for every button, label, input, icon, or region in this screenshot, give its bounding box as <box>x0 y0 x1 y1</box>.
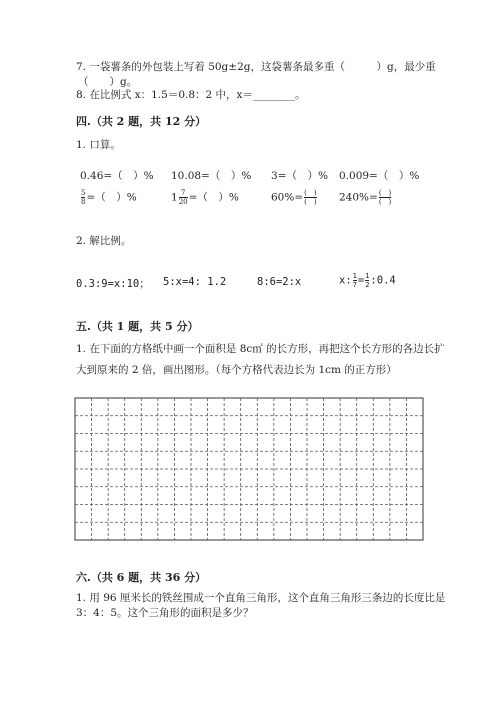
q8-blank: ________ <box>252 89 295 101</box>
mental-calc-5: $\frac{5}{8}$ =（ ）% <box>81 189 137 206</box>
proportion-1: 0.3:9=x:10； <box>76 278 150 290</box>
section6-q1-line1: 1. 用 96 厘米长的铁丝围成一个直角三角形，这个直角三角形三条边的长度比是 <box>76 592 446 604</box>
q7-line2: （ ）g。 <box>78 76 138 88</box>
fraction: $\frac{1}{7}$ <box>352 272 357 289</box>
fraction: $\frac{( )}{( )}$ <box>304 189 317 206</box>
proportion-3: 8:6=2:x <box>257 276 302 288</box>
mental-calc-2: 10.08=（ ）% <box>171 170 252 182</box>
q7-line1: 7. 一袋薯条的外包装上写着 50g±2g，这袋薯条最多重（ ）g，最少重 <box>76 61 436 73</box>
mental-calc-3: 3=（ ）% <box>271 170 328 182</box>
q8 <box>76 88 305 102</box>
fraction: $\frac{7}{20}$ <box>178 189 188 206</box>
section5-q1-line1: 1. 在下面的方格纸中画一个面积是 8c㎡ 的长方形，再把这个长方形的各边长扩 <box>76 343 445 355</box>
mental-calc-8: 240%= $\frac{( )}{( )}$ <box>339 189 392 206</box>
fraction: $\frac{1}{2}$ <box>365 272 370 289</box>
mental-calc-7: 60%= $\frac{( )}{( )}$ <box>271 189 317 206</box>
q8-end: 。 <box>294 89 306 101</box>
section6-title: 六.（共 6 题，共 36 分） <box>76 571 207 584</box>
fraction: $\frac{( )}{( )}$ <box>378 189 392 206</box>
mental-calc-6: 1 $\frac{7}{20}$ =（ ）% <box>171 189 239 206</box>
section6-q1-line2: 3：4：5。这个三角形的面积是多少？ <box>76 607 254 619</box>
mental-calc-1: 0.46=（ ）% <box>80 170 154 182</box>
graph-paper-grid[interactable] <box>74 397 424 541</box>
mental-calc-4: 0.009=（ ）% <box>339 170 420 182</box>
proportion-2: 5:x=4: 1.2 <box>163 276 227 288</box>
proportion-4: x: $\frac{1}{7}$ = $\frac{1}{2}$ :0.4 <box>339 272 396 289</box>
section5-q1-line2: 大到原来的 2 倍，画出图形。（每个方格代表边长为 1cm 的正方形） <box>76 364 397 376</box>
section4-title: 四.（共 2 题，共 12 分） <box>76 115 207 128</box>
fraction: $\frac{5}{8}$ <box>81 189 86 206</box>
section5-title: 五.（共 1 题，共 5 分） <box>76 320 199 333</box>
q8-text: 8. 在比例式 x：1.5＝0.8：2 中，x＝ <box>76 89 253 101</box>
section4-q1-label: 1. 口算。 <box>76 139 121 151</box>
section4-q2-label: 2. 解比例。 <box>76 235 132 247</box>
